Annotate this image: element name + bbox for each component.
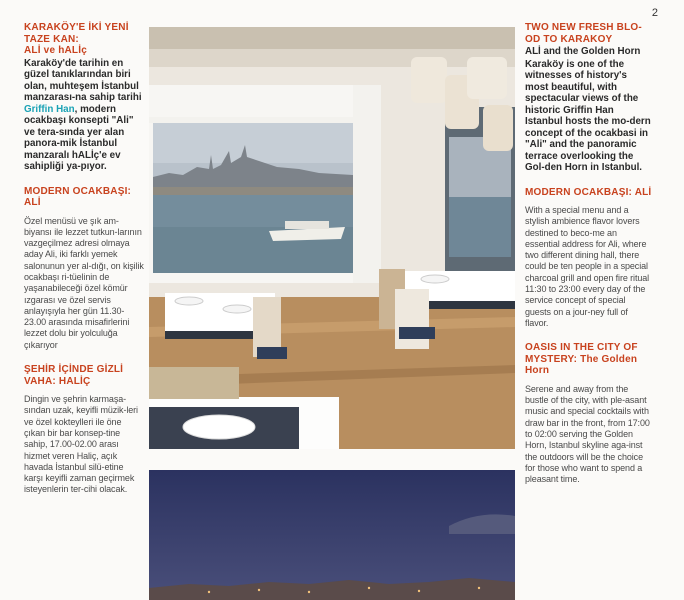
left-heading-1-line2: TAZE KAN: <box>24 33 79 45</box>
english-column <box>525 22 652 485</box>
right-paragraph-3: Serene and away from the bustle of the city, with ple-asant music and special cocktails with draw bar in the front, from 17:00 to 02:00 serving the Golden Horn, Istanbul skyline aga-inst the outdoors will be the choice for those who want to spend a pleasant time. <box>525 383 650 485</box>
night-skyline-illustration <box>149 470 515 600</box>
right-heading-1: TWO NEW FRESH BLO-OD TO KARAKOY <box>525 22 642 45</box>
right-heading-1-sub: ALİ and the Golden Horn <box>525 46 641 57</box>
left-heading-1-line1: KARAKÖY'E İKİ YENİ <box>24 22 129 33</box>
right-intro: Karaköy is one of the witnesses of history's most beautiful, with spectacular views of the historic Griffin Han Istanbul hosts the mo-dern concept of the ocakbasi in "Ali" and the panoramic terrace overlooking the Gol-den Horn in Istanbul. <box>525 58 651 173</box>
right-heading-3: OASIS IN THE CITY OF MYSTERY: The Golden Horn <box>525 342 638 377</box>
left-intro-after: , modern ocakbaşı konsepti "Ali" ve tera-sında yer alan panora-mik İstanbul manzaralı hALİç'e ev sahipliği ya-pıyor. <box>24 103 134 172</box>
left-heading-1 <box>24 22 144 57</box>
right-paragraph-2: With a special menu and a stylish ambience flavor lovers destined to beco-me an essential address for Ali, where two different dining hall, there could be ten people in a special charcoal grill and open fire ritual 11:30 to 23:00 every day of the service concept of special guests on a jour-ney full of flavor. <box>525 205 650 328</box>
left-paragraph-3: Dingin ve şehrin karmaşa-sından uzak, keyifli müzik-leri ve özel kokteylleri ile öne çıkan bir bar konsep-tine sahip, 17.00-02.00 arası hizmet veren Haliç, açık havada İstanbul silü-etine karşı keyifli zaman geçirmek isteyenlerin ter-cihi olacak. <box>24 394 138 495</box>
restaurant-interior-photo <box>149 27 515 449</box>
left-heading-1-line3: ALİ ve hALİç <box>24 45 87 56</box>
griffin-han-highlight: Griffin Han <box>24 103 75 115</box>
night-skyline-photo <box>149 470 515 600</box>
right-heading-2: MODERN OCAKBAŞI: ALİ <box>525 186 652 198</box>
left-heading-3: ŞEHİR İÇİNDE GİZLİ VAHA: HALİÇ <box>24 364 124 387</box>
page-number: 2 <box>651 7 658 19</box>
left-intro <box>24 58 144 173</box>
restaurant-interior-illustration <box>149 27 515 449</box>
left-paragraph-2: Özel menüsü ve şık am-biyansı ile lezzet tutkun-larının vazgeçilmez adresi olmaya aday Ali, iki farklı yemek salonunun yer al-dığı, on kişilik ocakbaşı ri-tüelinin de yaşanabileceği özel kömür ızgarası ve özel servis anlayışıyla her gün 11.30-23.00 arasında misafirlerini lezzet dolu bir yolculuğa çıkarıyor <box>24 215 144 350</box>
left-intro-before: Karaköy'de tarihin en güzel tanıklarından biri olan, muhteşem İstanbul manzarası-na sahip tarihi <box>24 57 142 103</box>
turkish-column <box>24 22 144 496</box>
left-heading-2: MODERN OCAKBAŞI: ALİ <box>24 185 132 208</box>
